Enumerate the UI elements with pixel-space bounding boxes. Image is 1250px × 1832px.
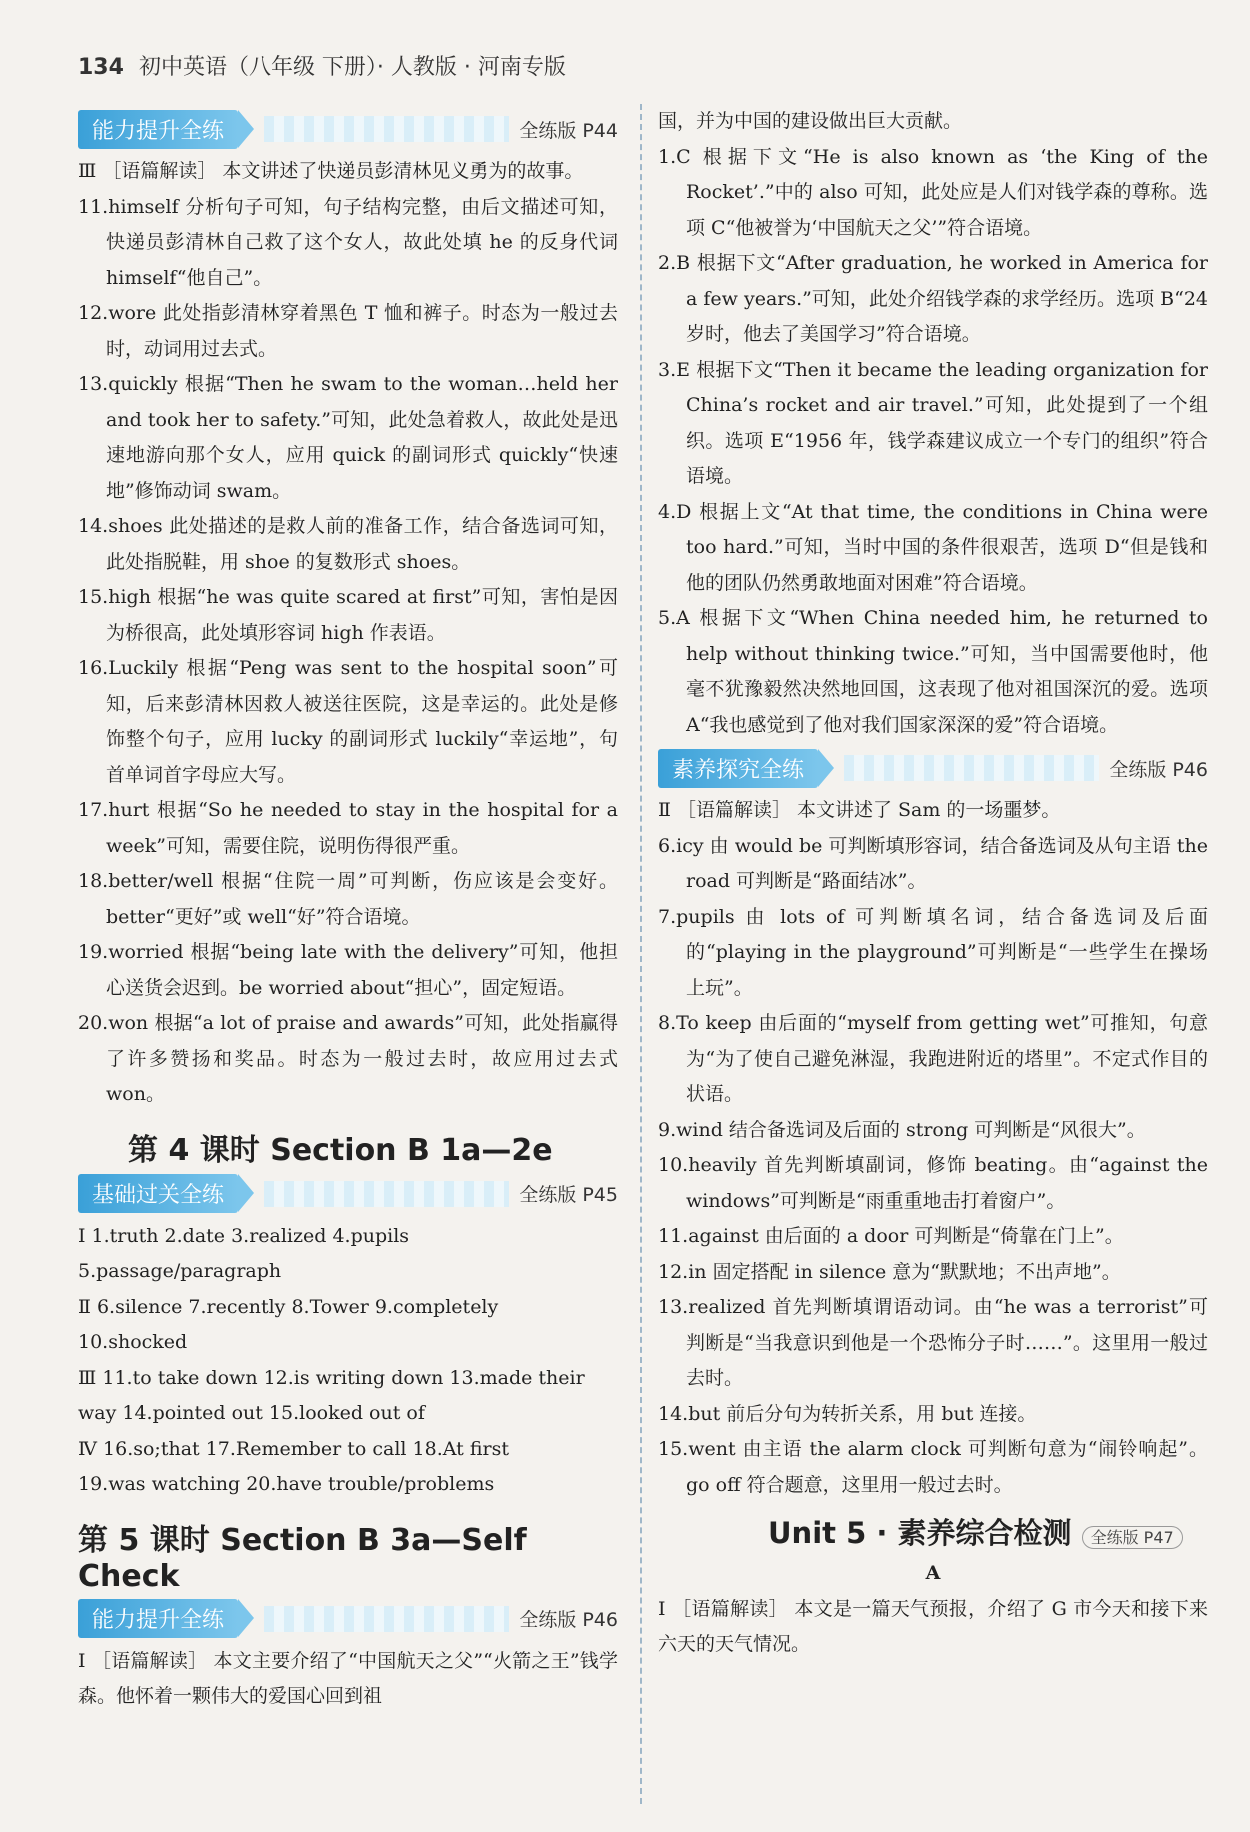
page-header bbox=[78, 50, 566, 81]
section-bar bbox=[78, 1600, 618, 1638]
answer-item: 5.A 根据下文“When China needed him, he returned to help without thinking twice.”可知，当中国需要他时，他毫不犹豫毅然决然地回国，这表现了他对祖国深沉的爱。选项 A“我也感觉到了他对我们国家深深的爱”符合语境。 bbox=[658, 607, 1208, 736]
answer-item: 7.pupils 由 lots of 可判断填名词，结合备选词及后面的“playing in the playground”可判断是“一些学生在操场上玩”。 bbox=[658, 905, 1208, 999]
page-number: 134 bbox=[78, 55, 124, 80]
answer-item: 4.D 根据上文“At that time, the conditions in China were too hard.”可知，当时中国的条件很艰苦，选项 D“但是钱和他的团队仍然勇敢地面对困难”符合语境。 bbox=[658, 500, 1208, 594]
decorative-stripe bbox=[844, 755, 1099, 781]
answer-line: 5.passage/paragraph bbox=[78, 1260, 282, 1282]
answer-item: 19.worried 根据“being late with the delivery”可知，他担心送货会迟到。be worried about“担心”，固定短语。 bbox=[78, 941, 618, 999]
lesson-heading: 第 4 课时 Section B 1a—2e bbox=[128, 1132, 553, 1168]
passage-intro: Ⅰ ［语篇解读］ 本文主要介绍了“中国航天之父”“火箭之王”钱学森。他怀着一颗伟大的爱国心回到祖 bbox=[78, 1649, 618, 1707]
passage-intro: Ⅰ ［语篇解读］ 本文是一篇天气预报，介绍了 G 市今天和接下来六天的天气情况。 bbox=[658, 1597, 1208, 1655]
answer-item: 15.went 由主语 the alarm clock 可判断句意为“闹铃响起”。go off 符合题意，这里用一般过去时。 bbox=[658, 1438, 1208, 1496]
book-title: 初中英语（八年级 下册）· 人教版 · 河南专版 bbox=[138, 55, 566, 80]
answer-line: Ⅳ 16.so;that 17.Remember to call 18.At first bbox=[78, 1437, 509, 1460]
section-tag: 基础过关全练 bbox=[78, 1174, 238, 1213]
answer-item: 13.quickly 根据“Then he swam to the woman…held her and took her to safety.”可知，此处急着救人，故此处是迅速地游向那个女人，应用 quick 的副词形式 quickly“快速地”修饰动词 swam。 bbox=[78, 373, 618, 502]
section-bar bbox=[78, 1175, 618, 1213]
column-divider bbox=[640, 104, 642, 1804]
answer-item: 1.C 根据下文“He is also known as ‘the King of the Rocket’.”中的 also 可知，此处应是人们对钱学森的尊称。选项 C“他被誉为‘中国航天之父’”符合语境。 bbox=[658, 145, 1208, 239]
section-tag: 素养探究全练 bbox=[658, 749, 818, 788]
answer-line: 19.was watching 20.have trouble/problems bbox=[78, 1473, 495, 1495]
answer-item: 3.E 根据下文“Then it became the leading organization for China’s rocket and air travel.”可知，此处提到了一个组织。选项 E“1956 年，钱学森建议成立一个专门的组织”符合语境。 bbox=[658, 358, 1208, 487]
answer-item: 8.To keep 由后面的“myself from getting wet”可推知，句意为“为了使自己避免淋湿，我跑进附近的塔里”。不定式作目的状语。 bbox=[658, 1012, 1208, 1105]
section-bar bbox=[78, 110, 618, 148]
answer-item: 11.himself 分析句子可知，句子结构完整，由后文描述可知，快递员彭清林自己救了这个女人，故此处填 he 的反身代词 himself“他自己”。 bbox=[78, 195, 618, 289]
section-letter: A bbox=[925, 1562, 941, 1584]
answer-list bbox=[658, 829, 1208, 1504]
answer-item: 2.B 根据下文“After graduation, he worked in America for a few years.”可知，此处介绍钱学森的求学经历。选项 B“24 岁时，他去了美国学习”符合语境。 bbox=[658, 252, 1208, 345]
answer-item: 6.icy 由 would be 可判断填形容词，结合备选词及从句主语 the road 可判断是“路面结冰”。 bbox=[658, 834, 1208, 892]
section-ref: 全练版 P45 bbox=[519, 1184, 618, 1206]
unit-ref-badge: 全练版 P47 bbox=[1082, 1526, 1183, 1549]
continued-text: 国，并为中国的建设做出巨大贡献。 bbox=[658, 110, 963, 132]
unit-title: Unit 5 · 素养综合检测 bbox=[768, 1516, 1072, 1550]
decorative-stripe bbox=[264, 116, 509, 142]
unit-heading bbox=[768, 1511, 1208, 1552]
lesson-heading: 第 5 课时 Section B 3a—Self Check bbox=[78, 1522, 527, 1594]
decorative-stripe bbox=[264, 1181, 509, 1207]
passage-intro: Ⅲ ［语篇解读］ 本文讲述了快递员彭清林见义勇为的故事。 bbox=[78, 160, 584, 182]
answer-item: 16.Luckily 根据“Peng was sent to the hospital soon”可知，后来彭清林因救人被送往医院，这是幸运的。此处是修饰整个句子，应用 lucky 的副词形式 luckily“幸运地”，句首单词首字母应大写。 bbox=[78, 657, 618, 786]
answer-item: 14.shoes 此处描述的是救人前的准备工作，结合备选词可知，此处指脱鞋，用 shoe 的复数形式 shoes。 bbox=[78, 515, 618, 573]
answer-item: 14.but 前后分句为转折关系，用 but 连接。 bbox=[658, 1402, 1037, 1425]
answer-list bbox=[78, 190, 618, 1113]
section-ref: 全练版 P46 bbox=[519, 1609, 618, 1631]
answer-line: Ⅲ 11.to take down 12.is writing down 13.made their bbox=[78, 1366, 585, 1389]
section-tag: 能力提升全练 bbox=[78, 110, 238, 149]
answer-item: 12.wore 此处指彭清林穿着黑色 T 恤和裤子。时态为一般过去时，动词用过去式。 bbox=[78, 302, 618, 360]
section-tag: 能力提升全练 bbox=[78, 1599, 238, 1638]
answer-item: 10.heavily 首先判断填副词，修饰 beating。由“against the windows”可判断是“雨重重地击打着窗户”。 bbox=[658, 1154, 1208, 1212]
short-answers bbox=[78, 1219, 618, 1503]
section-ref: 全练版 P44 bbox=[519, 119, 618, 142]
answer-item: 20.won 根据“a lot of praise and awards”可知，此处指赢得了许多赞扬和奖品。时态为一般过去时，故应用过去式 won。 bbox=[78, 1012, 618, 1105]
answer-item: 9.wind 结合备选词及后面的 strong 可判断是“风很大”。 bbox=[658, 1118, 1146, 1141]
answer-list bbox=[658, 140, 1208, 744]
section-ref: 全练版 P46 bbox=[1109, 758, 1208, 781]
decorative-stripe bbox=[264, 1606, 509, 1632]
answer-item: 15.high 根据“he was quite scared at first”可知，害怕是因为桥很高，此处填形容词 high 作表语。 bbox=[78, 586, 618, 644]
left-column bbox=[78, 104, 618, 1715]
answer-line: Ⅱ 6.silence 7.recently 8.Tower 9.completely bbox=[78, 1295, 499, 1318]
answer-item: 13.realized 首先判断填谓语动词。由“he was a terrorist”可判断是“当我意识到他是一个恐怖分子时……”。这里用一般过去时。 bbox=[658, 1296, 1208, 1389]
answer-line: 10.shocked bbox=[78, 1331, 188, 1353]
answer-line: way 14.pointed out 15.looked out of bbox=[78, 1402, 425, 1424]
right-column bbox=[658, 104, 1208, 1663]
answer-line: Ⅰ 1.truth 2.date 3.realized 4.pupils bbox=[78, 1224, 410, 1247]
answer-item: 12.in 固定搭配 in silence 意为“默默地；不出声地”。 bbox=[658, 1260, 1121, 1283]
passage-intro: Ⅱ ［语篇解读］ 本文讲述了 Sam 的一场噩梦。 bbox=[658, 799, 1061, 821]
section-bar bbox=[658, 749, 1208, 787]
answer-item: 17.hurt 根据“So he needed to stay in the hospital for a week”可知，需要住院，说明伤得很严重。 bbox=[78, 799, 618, 857]
answer-item: 11.against 由后面的 a door 可判断是“倚靠在门上”。 bbox=[658, 1225, 1124, 1247]
answer-item: 18.better/well 根据“住院一周”可判断，伤应该是会变好。better“更好”或 well“好”符合语境。 bbox=[78, 870, 618, 928]
